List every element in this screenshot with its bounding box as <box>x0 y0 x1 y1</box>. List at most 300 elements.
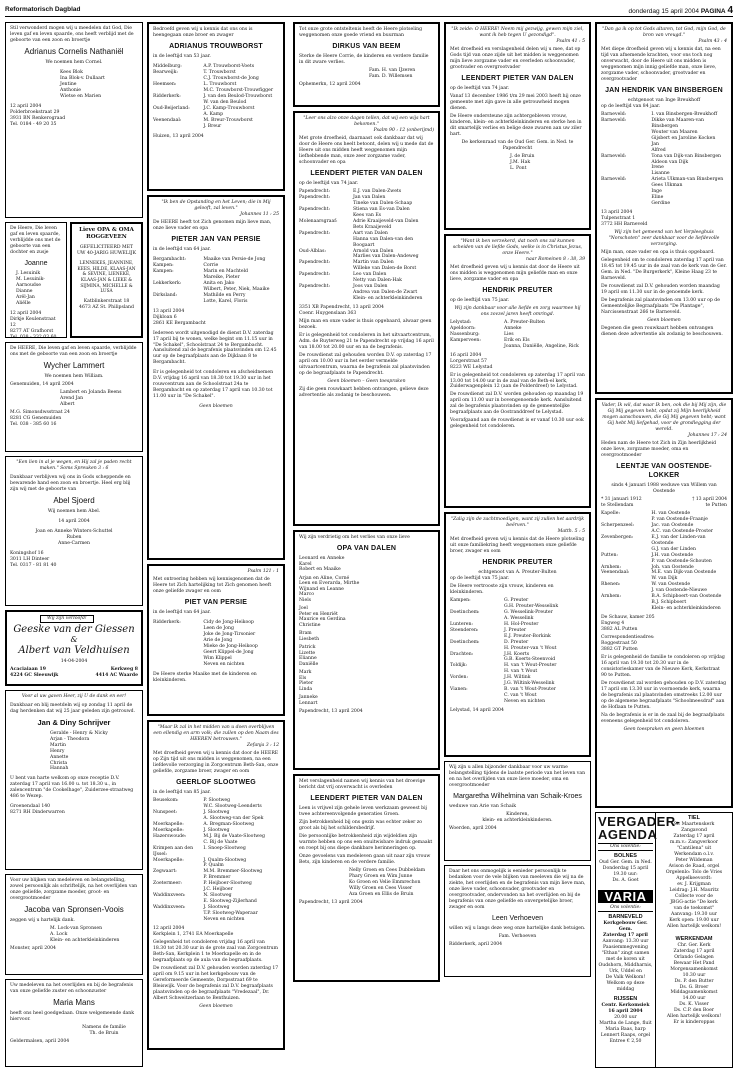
place-label: Zegwaart: <box>153 869 177 875</box>
person-name: Mieke de Jong-Heikoop <box>203 643 258 649</box>
list-line: Kerk open: 19.00 uur <box>669 917 719 923</box>
person-name: Martin van Dalen <box>353 260 394 266</box>
place-label: Bearweijk: <box>153 69 178 75</box>
list-line: Wijnand en Leanne <box>299 586 344 592</box>
person-name: J. Breur <box>203 123 222 129</box>
person-name: Klein- en achterkleinkinderen <box>353 296 423 302</box>
death-ad-preuter: "Want ik ben verzekerd, dat noch ons zal kunnen scheiden van de liefde Gods, welke is in Christus Jezus, onze Heere." naar Romeinen 8 : 38, 39 Met droefheid geven wij u kennis dat door de Heere uit ons midden is weggenomen mijn geliefde man en onze lieve, zorgzame vader en opa HENDRIK PREUTER op de leeftijd van 75 jaar. Wij zijn dankbaar voor alle liefde en zorg waarmee hij ons zovzel jaren heeft omringd. Lelystad: A. Preuter-Bulten Apeldoorn: Anneke Nassenburg: Lies Kamperveen: Erik en Els Joanna, Daniëlle, Angeline, Rick 16 april 2004 Lorgerstraat 57 8223 WE Lelystad Er is gelegenheid tot condoleren op zaterdag 17 april van 13.00 tot 14.00 uur in de zaal van de Beth-el kerk, Zuiderwagenplein 12 (aan de Polderdreef) te Lelystad. De rouwdienst zal D.V. worden gehouden op maandag 19 april om 11.00 uur in bovengenoemde kerk. Aansluitend zal de begrafenis plaatsvinden op de gemeentelijke begraafplaats aan de Oostranddreef te Lelystad. Voorafgaand aan de rouwdienst is er vanaf 10.30 uur ook gelegenheid tot condoleren. <box>444 234 591 508</box>
list-line: Marco <box>299 592 314 598</box>
place-label: Zevenbergen: <box>601 534 634 540</box>
list-line: Allen hartelijk welkom! <box>666 923 722 929</box>
person-name: P. Bremmer <box>203 875 231 881</box>
list-line: Zaterdag 17 april <box>673 948 715 954</box>
place-label <box>299 237 353 249</box>
place-label: Vorden: <box>450 675 469 681</box>
person-name: C.J. Trouwborst-de Jong <box>203 75 259 81</box>
death-ad-opa-van-dalen: Wij zijn verdrietig om het verlies van onze lieve OPA VAN DALEN Leonard en Anneke Karel Robert en Maaike Arjan en Aline, Corné Leen en Everarda, Mirthe Wijnand en Leanne Marco Niels Joel Peter en Henriët Maurice en Gerdina Christine Bram Liesbeth Patrick Lizette Elianne Daniëlle Mark Els Pieter Linda Janneke Lennart Papendrecht, 13 april 2004 <box>293 530 440 770</box>
person-name: E.J. van Dalen-Zwets <box>353 188 402 194</box>
family-list <box>153 257 279 305</box>
place-label: Ridderkerk: <box>153 619 181 625</box>
person-name: Joh. van Oostende <box>651 564 694 570</box>
family-row <box>601 201 727 207</box>
place-label: Kamperveen: <box>450 337 481 343</box>
list-line: Mark <box>299 670 312 676</box>
place-label: Toldijk: <box>450 663 468 669</box>
place-label: Krimpen aan den IJssel: <box>153 845 194 857</box>
person-name: J. Slootweg <box>203 905 230 911</box>
agenda-heading: VERGADER- <box>598 814 681 829</box>
family-row <box>450 344 585 350</box>
list-line: Er is kinderoppas <box>673 1020 715 1026</box>
person-name: J. Preuter <box>504 627 527 633</box>
person-name: P. Slootweg <box>203 797 231 803</box>
column-5 <box>595 22 733 1068</box>
column-3 <box>293 22 440 986</box>
place-label <box>153 917 203 923</box>
person-name: Kees van Es <box>353 212 382 218</box>
place-label: Moerkapelle: <box>153 821 184 827</box>
place-label <box>601 201 651 207</box>
person-name: J. van den Beulod-Trouwborst <box>203 93 273 99</box>
list-line: Morgensamenkomst <box>670 966 718 972</box>
place-label: Veenendaal: <box>601 570 630 576</box>
place-label: Lunteren: <box>450 621 473 627</box>
person-name: J.C. Heijboer <box>203 887 233 893</box>
person-name: P. van Oostende-Fraanje <box>651 516 708 522</box>
person-name: Arieta Ulkman-van Binsbergen <box>651 177 724 183</box>
list-line: Christine <box>299 622 321 628</box>
person-name: Neven en nichten <box>203 917 245 923</box>
list-line: Liesbeth <box>299 636 320 642</box>
person-name: P. Qualm <box>203 863 224 869</box>
place-label: Putten: <box>601 552 618 558</box>
list-line: Ds. K. Visser <box>679 1002 709 1008</box>
birth-ad-joanne: De Heere, Die leven gaf en leven spaarde, verblijdde ons met de geboorte van een dochter en zusje Joanne J. Lesuinik M. Lesuinik-Aarnoudse Dianne Arël-Jan Aliëlle 12 april 2004 Dirkje Keulenstraat 12 8277 AT Grafhorst Tel. 038 - 332 03 60 <box>5 222 67 338</box>
family-list <box>601 511 727 612</box>
person-name: H. Preuter-van 't Wout <box>504 645 557 651</box>
list-line: Chr. Ger. Kerk <box>677 942 711 948</box>
list-line: Robert en Maaike <box>299 567 341 573</box>
family-row <box>153 846 279 858</box>
person-name: M. Breur-Trouwborst <box>203 117 253 123</box>
place-label: Barneveld: <box>601 153 627 159</box>
place-label: Papendrecht: <box>299 188 331 194</box>
column-1 <box>5 22 143 1068</box>
person-name: Arnold van Dalen <box>353 248 394 254</box>
person-name: W.C. Slootweg-Leenderts <box>203 803 262 809</box>
person-name: B.J. Schipboert <box>651 600 687 606</box>
thanks-ad-van-schaik: Wij zijn u allen bijzonder dankbaar voor uw warme belangstelling tijdens de laatste periode van het leven van en na het overlijden van onze lieve moeder, oma en overgrootmoeder Margaretha Wilhelmina van Schaik-Kroes weduwe van Arie van Schaik Kinderen, klein- en achterkleinkinderen. Woerden, april 2004 <box>444 761 591 861</box>
place-label: Waddinxveen: <box>153 893 186 899</box>
person-name: M.J. Bij de Vaate-Slootweg <box>203 833 265 839</box>
person-name: I. van Binsbergen-Breukhoff <box>651 111 718 117</box>
list-line: Collecte voor de <box>675 893 713 899</box>
place-label: Lekkerkerk: <box>153 280 182 286</box>
person-name: Joos van Dalen <box>353 284 388 290</box>
person-name: Joke de Jong-Tirsonier <box>203 631 256 637</box>
list-line: Orlando Gelagen <box>674 954 714 960</box>
person-name: Willeke van Dalen-de Borst <box>353 266 417 272</box>
anniversary-ad-schrijver: Voor al uw gaven Heer, zij U de dank en eer! Dankbaar en blij meetdeln wij op zondag 11 april de dag herdenken dat wij 25 jaar geleden zijn getrouwd. Jan & Diny Schrijver Geralde - Henry & Nicky Arjan - Theodora Martin Henry Annette Christa Hannah U bent van harte welkom op onze receptie D.V. zaterdag 17 april van 16.00 u. tot 18.30 u., in zalencentrum "de Cookelhage", Zuiderzee-straatweg 486 te Wezep. Groenendaal 140 8271 RH Dinderwarren <box>5 690 143 870</box>
place-label <box>601 606 651 612</box>
person-name: Inge <box>651 189 662 195</box>
place-label: Beusekom: <box>153 797 179 803</box>
place-label: Scherpenzeel: <box>601 522 635 528</box>
person-name: Jan van Dalen <box>353 194 386 200</box>
place-label: Veenendaal: <box>153 117 182 123</box>
person-name: A. Kamp <box>203 111 224 117</box>
person-name: Neven en nichten <box>203 661 245 667</box>
person-name: A.C. van Oostende-Proster <box>651 528 713 534</box>
person-name: Alfred <box>651 147 666 153</box>
person-name: Adrie Kraaijeveld-van Dalen <box>353 218 419 224</box>
person-name: B.A. Schipboert-van Oostende <box>651 594 722 600</box>
person-name: Leen de Jong <box>203 625 234 631</box>
place-label: Bergambacht: <box>153 256 186 262</box>
person-name: M.M. Bremmer-Slootweg <box>203 869 263 875</box>
family-list: Kees Blok Ina Blok-v. Dullaart Jentine Anthonie Wietse en Marien <box>60 70 105 100</box>
person-name: Marin en Machteld <box>203 268 249 274</box>
place-label: Kampen: <box>153 262 174 268</box>
person-name: Gijsbert en Jaroline Kocken <box>651 135 716 141</box>
person-name: H. van 't Wout <box>504 669 538 675</box>
person-name: Bets Kraaijeveld <box>353 224 392 230</box>
place-label: Arnhem: <box>601 564 622 570</box>
thanks-ad-mans: Uw medeleven na het overlijden en bij de begrafenis van onze geliefde zuster en schoonzuster Maria Mans heeft ons heel goedgedaan. Onze welgemeende dank hiervoor. Namens de familie Th. de Bruin Geldermalsen, april 2004 <box>5 979 143 1067</box>
list-line: St. Maartenskerk <box>673 822 715 828</box>
list-line: Pieter <box>299 681 314 687</box>
person-name: Maaike van Persie-de Jong <box>203 256 266 262</box>
list-line: Appelkeevordt: <box>676 875 712 881</box>
place-label: Ridderkerk: <box>153 93 181 99</box>
person-name: Hanna van Dalen-van den Boogaart <box>353 236 414 248</box>
list-line: Janneke <box>299 695 318 701</box>
agenda-right: TIEL St. Maartenskerk Zangavond Zaterdag 17 april m.m.v.: Zangverkoor "Cantilena" uit Werkendam o.l.v. Peter Wildeman Avison de Raad, orgel Orgelenlo: Tolo de Vries Appelkeevordt: ev. J. Krijgman Leidrag: J.H. Mauritz Collecte voor de JBGG-actie "De kerk van de toekomst" Aanvang: 19.30 uur Kerk open: 19.00 uur Allen hartelijk welkom! WERKENDAM Chr. Ger. Kerk Zaterdag 17 april Orlando Gelagen Bewaar Het Pand Morgensamenkomst 10.30 uur Ds. P. den Butter Ds. G. Broer Middagsamenkomst 14.00 uur Ds. K. Visser Ds. C.P. den Boer Allen hartelijk welkom! Er is kinderoppas <box>656 813 732 1067</box>
person-name: A. Preuter-Bulten <box>504 319 545 325</box>
person-name: G. Preuter <box>504 597 529 603</box>
list-line: 14.00 uur <box>682 996 706 1002</box>
family-row <box>601 535 727 547</box>
birth-ad-adrianus: Stil verwonderd mogen wij u meedelen dat God, Die leven gaf en leven spaarde, ons heeft verblijd met de geboorte van een zoon en broertje Adrianus Cornelis Nathaniël We noemen hem Cornel. Kees Blok Ina Blok-v. Dullaart Jentine Anthonie Wietse en Marien 12 april 2004 Polderbroekstraat 29 3931 BN Renkerograad Tel. 0184 - 49 20 35 <box>5 22 143 218</box>
family-list <box>153 798 279 923</box>
person-name: N. Slootweg <box>203 893 232 899</box>
person-name: Mathilde en Perry <box>203 292 246 298</box>
place-label: Zoetermeer: <box>153 881 182 887</box>
list-line: Zaterdag 17 april <box>673 834 715 840</box>
death-ad-piet-van-persie: Psalm 121 : 1 Met ontroering hebben wij kennisgenomen dat de Heere tot Zich hartelijking tot Zich genomen heeft onze geliefde zwager en oom PIET VAN PERSIE in de leeftijd van 64 jaar. Ridderkerk: Cidy de Jong-Heikoop Leen de Jong Joke de Jong-Tirsonier Arie de Jong Mieke de Jong-Heikoop Geert Klippel-de Jong Wim Klippel Neven en nichten De Heere sterke Maaike met de kinderen en kleinkinderen. <box>147 564 285 716</box>
death-ad-van-dalen: "Leer ons alzo onze dagen tellen, dat wij een wijs hart bekomen." Psalm 90 : 12 (onberijmd) Met grote droefheid, daarnaast ook dankbaar dat wij door de Heere ons heelt betoont, delen wij u mede dat de Heere uit ons midden heeft weggenomen mijn liefhebbende man, onze zeer zorgzame vader, schoonvader en opa LEENDERT PIETER VAN DALEN op de leeftijd van 74 jaar. Papendrecht: E.J. van Dalen-Zwets Papendrecht: Jan van Dalen Tineke van Dalen-Schaap Papendrecht: Stiena van Es-van Dalen Kees van Es Molenaarsgraaf: Adrie Kraaijeveld-van Dalen Bets Kraaijeveld Papendrecht: Aart van Dalen Hanna van Dalen-van den Boogaart Oud-Alblas: Arnold van Dalen Marlies van Dalen-Andeweg Papendrecht: Martin van Dalen Willeke van Dalen-de Borst Papendrecht: Leo van Dalen Netty van Dalen-Hak Papendrecht: Joos van Dalen Andrea van Dalen-de Zwart Klein- en achterkleinkinderen 3351 XB Papendrecht, 13 april 2004 Coenr. Huygenslaan 363 Mijn man en onze vader is thuis opgebaard, alwaar geen bezoek. Er is gelegenheid tot condoleren in het uitvaartcentrum, Adm. de Ruyterweg 21 te Papendrecht op vrijdag 16 april van 18.00 tot 20.00 uur en na de begrafenis. De rouwdienst zal gehouden worden D.V. op zaterdag 17 april om 10.00 uur in het eerder vermelde uitvaartcentrum, waarna de begrafenis zal plaatsvinden op de begraafplaats te Papendrecht. Geen bloemen – Geen toespraken Zij die geen rouwkaart hebben ontvangen, gelieve deze advertentie als zodanig te beschouwen. <box>293 111 440 526</box>
person-name: Arie de Jong <box>203 637 233 643</box>
place-label: Hazerswoude: <box>153 833 187 839</box>
person-name: J. Qualm-Slootweg <box>203 857 247 863</box>
family-list <box>299 189 434 302</box>
place-label: Nunspeet: <box>153 809 178 815</box>
person-name: Anita en Jako <box>203 280 235 286</box>
place-label: Papendrecht: <box>299 272 331 278</box>
engagement-ad: Wij zijn verloofd! Geeske van der Giessen & Albert van Veldhuisen 14-04-2004 Acaciaiaan 19 4224 GC Sleeuwijk Kerkweg 8 4414 AC Waarde <box>5 610 143 686</box>
place-label: Kapelle: <box>601 510 621 516</box>
list-line: Ds. G. Broer <box>679 984 709 990</box>
person-name: G.H. Preuter-Wesselink <box>504 603 559 609</box>
agenda-sidebar <box>595 812 733 1068</box>
family-row <box>153 299 279 305</box>
place-label: Steenderen: <box>450 627 479 633</box>
place-label: Vianen: <box>450 687 468 693</box>
family-list <box>450 598 585 705</box>
person-name: J.H. Koerts <box>504 651 530 657</box>
list-line: Bewaar Het Pand <box>673 960 715 966</box>
person-name: M.C. Trouwborst-Trouwfigger <box>203 87 274 93</box>
person-name: P. Heijboer-Slootweg <box>203 881 252 887</box>
row-birth-anniversary <box>5 222 143 342</box>
person-name: Lies <box>504 331 514 337</box>
person-name: Leo van Dalen <box>353 272 387 278</box>
family-list <box>601 112 727 208</box>
list-line: Ds. C.P. den Boer <box>674 1008 714 1014</box>
family-list <box>299 556 434 706</box>
place-label: Arnhem: <box>601 594 622 600</box>
person-name: Marlies van Dalen-Andeweg <box>353 254 419 260</box>
person-name: Wim Klippel <box>203 655 232 661</box>
place-label: Kampen: <box>450 597 471 603</box>
person-name: Eline <box>651 195 664 201</box>
list-line: Avison de Raad, orgel <box>668 863 720 869</box>
list-line: JBGG-actie "De kerk <box>670 899 718 905</box>
place-label: Nassenburg: <box>450 331 480 337</box>
list-line: Maurice en Gerdina <box>299 617 346 623</box>
place-label: Papendrecht: <box>299 260 331 266</box>
list-line: van de toekomst" <box>673 905 715 911</box>
list-line: Peter en Henriët <box>299 611 338 617</box>
place-label: Barneveld: <box>601 111 627 117</box>
place-label: Doetinchem: <box>450 639 480 645</box>
person-name: A. Bregman-Slootweg <box>203 821 255 827</box>
list-line: 10.30 uur <box>682 972 706 978</box>
list-line: Werkendam o.l.v. <box>674 851 714 857</box>
place-label <box>299 296 353 302</box>
person-name: A. Slootweg-van der Spek <box>203 815 264 821</box>
place-label: Rhenen: <box>601 582 621 588</box>
person-name: J. Slootweg <box>203 809 230 815</box>
family-row <box>153 124 279 130</box>
person-name: Erik en Els <box>504 337 530 343</box>
place-label: Waddinxveen: <box>153 905 186 911</box>
person-name: G.J. van der Linden <box>651 546 696 552</box>
person-name: Wouter van Maaren <box>651 129 698 135</box>
ad-name: Adrianus Cornelis Nathaniël <box>24 46 124 56</box>
person-name: Irene <box>651 165 664 171</box>
death-ad-van-binsbergen: "Dan ga ik op tot Gods altaren, tot God, mijn God, de bron van vreugd." Psalm 43 : 4 Met diepe droefheid geven wij u kennis dat, na een tijd van afnemende krachten, voor ons toch nog onverwacht, door de Heere uit ons midden is weggenomen mijn innig geliefde man, onze lieve, zorgzame vader, schoonvader, grootvader en overgrootvader JAN HENDRIK VAN BINSBERGEN echtgenoot van Inge Breukhoff op de leeftijd van 84 jaar. Barneveld: I. van Binsbergen-Breukhoff Barneveld: Dikke van Maaren-van Binsbergen Wouter van Maaren Gijsbert en Jaroline Kocken Jan Alfred Barneveld: Tona van Dijk-van Binsbergen Aldeon van Dijk Irene Lisanne Barneveld: Arieta Ulkman-van Binsbergen Gees Ulkman Inge Eline Gerdine 13 april 2004 Tulpenstraat 1 3772 HH Barneveld Wij zijn het gemeend van het Verpleeghuis "Norschoten" zeer dankbaar voor de liefdevolle verzorging. Mijn man, onze vader en opa is thuis opgebaard. Gelegenheid om te condoleren zaterdag 17 april van 18.45 tot 19.45 uur in de zaal van de kerk van de Ger. Gem. in Ned. "De Burgerkerk", Kleine Haag 23 te Barneveld. De rouwdienst zal D.V. gehouden worden maandag 19 april om 11.30 uur in de genoemde kerk. De begrafenis zal plaatsvinden om 13.00 uur op de Gemeentelijke Begraafplaats "De Plantage", Narcissenstraat 266 te Barneveld. Geen bloemen Degenen die geen rouwkaart hebben ontvangen dienen deze advertentie als zodanig te beschouwen. <box>595 22 733 394</box>
person-name: J.C. Kamp-Trouwborst <box>203 105 255 111</box>
thanks-ad-verhoeven: Daar het ons onmogelijk is eenieder persoonlijk te bedanken voor de vele blijken van meeleven die wij na de ziekte, het overlijden en de begrafenis van mijn lieve man, onze lieve vader, schoonvader, grootvader en overgrootvader, ondervonden na het overlijden en bij de begrafenis van onze geliefde en onvergetelijke broer, zwager en oom Leen Verhoeven willen wij u langs deze weg onze hartelijke dank betuigen. Fam. Verhoeven Ridderkerk, april 2004 <box>444 865 591 977</box>
person-name: E.J. Preuter-Borkink <box>504 633 551 639</box>
place-label: Moerkapelle: <box>153 857 184 863</box>
person-name: L. Trouwborst <box>203 81 237 87</box>
person-name: C. van 't Wout <box>504 693 537 699</box>
person-name: E.J. van der Linden-van Oostende <box>651 534 706 546</box>
place-label: Kampen: <box>153 268 174 274</box>
person-name: Aldeon van Dijk <box>651 159 689 165</box>
list-line: Els <box>299 675 307 681</box>
person-name: W. van Oostende <box>651 582 691 588</box>
list-line: Middagsamenkomst <box>670 990 718 996</box>
family-row <box>153 662 279 668</box>
person-name: Gerdine <box>651 201 671 207</box>
person-name: Jac. van Oostende <box>651 522 694 528</box>
list-line: Elianne <box>299 656 317 662</box>
place-label: Moerkapelle: <box>153 827 184 833</box>
list-line: Aanvang: 19.30 uur <box>671 911 717 917</box>
list-line: Leonard en Anneke <box>299 556 345 562</box>
person-name: J.H. van Oostende <box>651 552 694 558</box>
person-name: T.P. Slootweg-Waperaar <box>203 911 258 917</box>
place-label: Barneveld: <box>601 177 627 183</box>
list-line: m.m.v.: Zangverkoor <box>669 840 718 846</box>
person-name: Anneke <box>504 325 522 331</box>
agenda-left: VERGADER- AGENDA Ons volentie: BOLNES Oud Ger. Gem. in Ned. Donderdag 15 april 19.30 uur: Ds. A. Goet VARIA Ons volentie: BARNEVELD Kerkgebouw Ger. Gem. Zaterdag 17 april Aanvang: 13.30 uur Paasiemmegvening "Ethan" zingt samen met de koren uit Oudshorn, Middharnis, Urk, Uddel en De Valk Welkom! Welkom op deze middag RIJSSEN Centr. Kerkomsiek 16 april 2004 20.00 uur Martha de Lange, fluit Maria Baas, harp Lennert Raaps, orgel Entree € 2,50 <box>596 813 656 1067</box>
place-label <box>153 662 203 668</box>
person-name: T. Trouwborst <box>203 69 236 75</box>
person-name: Lisanne <box>651 171 670 177</box>
family-list <box>153 620 279 668</box>
list-line: Karel <box>299 561 312 567</box>
death-ad-groen: Met verslagenheid namen wij kennis van het droevige bericht dat vrij onverwacht is overleden LEENDERT PIETER VAN DALEN Leen is vrijwel zijn gehele leven werkzaam geweest bij twee achtereenvolgende generaties Groen. Zijn betrokkenheid bij ons gezin was echter zeker zo groot als bij het schildersbedrijf. Die persoonlijke betrokkenheid zijn wijdeldien zijn warmte hebben op ons een onuitwisbare indruk gemaakt en roept bij ons diepe dankbare herinneringen op. Onze gevoelens van medeleven gaan uit naar zijn vrouw Bets, zijn kinderen en de verdere familie. Nelly Groen en Cees Dubbeldam Phary Groen en Wim Junne Ko Groen en Velie Emmrechon Willy Groen en Cees Visser Aza Groen en Ellis de Bruin Papendrecht, 13 april 2004 <box>293 774 440 982</box>
place-label: Papendrecht: <box>299 230 331 236</box>
person-name: M.E. van Dijk-van Oostende <box>651 570 717 576</box>
list-line: ev. J. Krijgman <box>677 881 711 887</box>
list-line: Linda <box>299 686 313 692</box>
family-row <box>299 237 434 249</box>
person-name: Lotte, Karel, Floris <box>203 298 248 304</box>
place-label: Middelburg: <box>153 64 182 69</box>
birth-ad-wycher: De HEERE, Die leven gaf en leven spaarde, verblijdde ons met de geboorte van een zoon en broertje Wycher Lammert We noemen hem William. Genemuiden, 14 april 2004 Lambert en Jolanda Beens Arend Jan Albert M.G. Simonsdwsstraat 24 8281 CG Genemuiden Tel. 038 - 385 60 16 <box>5 342 143 452</box>
list-line: Leidrag: J.H. Mauritz <box>669 887 719 893</box>
newspaper-name: Reformatorisch Dagblad <box>5 6 81 13</box>
list-line: Arjan en Aline, Corné <box>299 575 350 581</box>
person-name: J. Slootweg <box>203 827 230 833</box>
family-row <box>601 606 727 612</box>
person-name: Tona van Dijk-van Binsbergen <box>651 153 721 159</box>
place-label: Oud-Beijerland: <box>153 105 190 111</box>
list-line: Bram <box>299 631 312 637</box>
column-2 <box>147 22 285 1054</box>
death-ad-van-persie: "Ik ben de Opstanding en het Leven; die in Mij gelooft, zal leven." Johannes 11 : 25 De HEERE heeft tot Zich genomen mijn lieve man, onze lieve vader en opa PIETER JAN VAN PERSIE in de leeftijd van 64 jaar. Bergambacht: Maaike van Persie-de Jong Kampen: Corrie Kampen: Marin en Machteld Mareike, Pieter Lekkerkerk: Anita en Jako Wilbert, Peter, Niek, Maaike Dirksland: Mathilde en Perry Lotte, Karel, Floris 13 april 2004 Dijkloan 6 2861 KE Bergambacht Iedereen wordt uitgenodigd de dienst D.V. zaterdag 17 april bij te wonen, welke begint om 11.15 uur in "De Schakel", Schoolstraat 24 te Bergambacht. Aansluitend zal de begrafenis plaatsvinden om 12.45 uur op de begraafplaats aan de Dijklaan 8 te Bergambacht. Er is gelegenheid tot condoleren en afscheidnemen D.V. vrijdag 16 april van 18.30 tot 19.30 uur in het rouwcentrum aan de Schoolstraat 24a te Bergambacht en op zaterdag 17 april van 10.30 tot 11.00 uur in "De Schakel". Geen bloemen <box>147 195 285 560</box>
person-name: Mareike, Pieter <box>203 274 240 280</box>
person-name: Cidy de Jong-Heikoop <box>203 619 254 625</box>
list-line: "Cantilena" uit <box>676 846 712 852</box>
birth-ad-abel: "Een lien in al je wegen, en Hij zal je paden recht maken." Soms Spreuken 3 : 6 Dankbaar verblijven wij ons in Gods scheppende en bewarende hand een zoon en broertje. Heel erg blij zijn wij met de geboorte van Abel Sjoerd Wij noemen hem Abel. 14 april 2004 Joan en Anneke Winters-Schuttel Ruben Anne-Carmen Koningshof 16 3011 LH Dinteer Tel. 0317 - 81 81 40 <box>5 456 143 606</box>
list-line: Ds. P. den Butter <box>674 978 714 984</box>
place-label: Drachten: <box>450 651 474 657</box>
person-name: D. Preuter <box>504 639 529 645</box>
family-row <box>299 296 434 302</box>
list-line: Lennart <box>299 700 318 706</box>
person-name: W. van den Beulod <box>203 99 247 105</box>
list-line: Peter Wildeman <box>675 857 713 863</box>
anniversary-ad-roggeveen: Lieve OPA & OMA ROGGEVEEN GEFELICITEERD MET UW 40-JARIG HUWELIJK LENNEKES, JEANNINE, KEES, HILDE, KLAAS-JAN & SEVINE, LIENEKE, KLAAS-JAN & LIEKE & SIJMINA, MICHELLE & LUSA Katblinkerstraat 18 4673 AZ St. Philipsland <box>70 222 143 338</box>
family-list <box>450 320 585 350</box>
place-label: Heemsen: <box>153 81 177 87</box>
person-name: A.P. Trouwborst-Voets <box>203 64 255 69</box>
person-name: Geert Klippel-de Jong <box>203 649 254 655</box>
list-line: Orgelenlo: Tolo de Vries <box>665 869 723 875</box>
person-name: Jan <box>651 141 659 147</box>
family-row <box>601 118 727 130</box>
person-name: E. Slootweg-Zijlerhand <box>203 899 257 905</box>
person-name: Netty van Dalen-Hak <box>353 278 402 284</box>
person-name: J. van Oostende-Nieuwe <box>651 588 707 594</box>
list-line: Niels <box>299 597 312 603</box>
person-name: A. Wesselink <box>504 615 534 621</box>
death-ad-van-beem: Tot onze grote ontsteltenis heeft de Heere plotseling weggenomen onze goede vriend en buurman DIRKUS VAN BEEM Sterke de Heere Corrie, de kinderen en verdere familie in dit zware verlies. Fam. H. van IJzeren Fam. D. Willemsen Ophemerkn, 12 april 2004 <box>293 22 440 107</box>
person-name: Joanna, Daniëlle, Angeline, Rick <box>504 343 579 349</box>
place-label: Papendrecht: <box>299 284 331 290</box>
family-list <box>153 64 279 130</box>
person-name: Neven en nichten <box>504 699 546 705</box>
place-label <box>450 699 504 705</box>
place-label: Dirksland: <box>153 292 178 298</box>
place-label <box>450 344 504 350</box>
family-row <box>450 699 585 705</box>
person-name: B. van 't Wout-Preuter <box>504 687 556 693</box>
person-name: P. van Oostende-Schouten <box>651 558 712 564</box>
person-name: H. Hol-Preuter <box>504 621 539 627</box>
list-line: Lizette <box>299 650 316 656</box>
death-ad-kerkenraad: "Ik zeide: O HEERE! Neem mij gezwijg, gewen mijn ziel, want ik heb tegen U gezondigd". Psalm 41 : 5 Met droefheid en verslagenheid delen wij u mee, dat op Gods tijd van onze zijde uit het midden is weggenomen mijn lieve zorgzame vader en overleden schoonvader, grootvader en overgrootvader LEENDERT PIETER VAN DALEN op de leeftijd van 74 jaar. Vanaf 13 december 1986 t/m 29 mei 2003 heeft hij onze gemeente met zijn gave in alle getrouwheid mogen dienen. De Heere ondersteune zijn achtergebleven vrouw, kinderen, klein- en achterkleinkinderen en sterke hen in dit smartelijk verlies en belige deze zwaren aan uw ziler hart. De kerkenraad van de Oud Ger. Gem. in Ned. te Papendrecht J. de Bruin J.M. Hak L. Pont <box>444 22 591 230</box>
place-label <box>153 124 203 130</box>
person-name: H. van Oostende <box>651 510 691 516</box>
person-name: H. van 't Wout-Preuter <box>504 663 557 669</box>
person-name: Andrea van Dalen-de Zwart <box>353 290 418 296</box>
varia-heading: VARIA <box>598 890 653 903</box>
place-label: Doetinchem: <box>450 609 480 615</box>
person-name: Stiena van Es-van Dalen <box>353 206 410 212</box>
list-line: Allen hartelijk welkom! <box>666 1014 722 1020</box>
list-line: Daniëlle <box>299 661 319 667</box>
page-date: donderdag 15 april 2004 PAGINA 4 <box>628 5 733 16</box>
person-name: J.H. Wiltink <box>504 675 531 681</box>
person-name: G.B. Koerts-Steenvoid <box>504 657 556 663</box>
place-label: Oud-Alblas: <box>299 248 327 254</box>
person-name: J.G. Wiltink-Wesselink <box>504 681 555 687</box>
death-ad-trouwborst: Bedroefd geven wij u kennis dat ons ons is heengegaan onze broer en zwager ADRIANUS TROUWBORST in de leeftijd van 53 jaar. Middelburg: A.P. Trouwborst-Voets Bearweijk: T. Trouwborst C.J. Trouwborst-de Jong Heemsen: L. Trouwborst M.C. Trouwborst-Trouwfigger Ridderkerk: J. van den Beulod-Trouwborst W. van den Beulod Oud-Beijerland: J.C. Kamp-Trouwborst A. Kamp Veenendaal: M. Breur-Trouwborst J. Breur Huizen, 13 april 2004 <box>147 22 285 191</box>
person-name: Tineke van Dalen-Schaap <box>353 200 413 206</box>
family-row <box>153 917 279 923</box>
death-ad-slootweg: "Maar Ik zal in het midden van u doen overblijven een ellendig en arm volk; die zullen op den Naam des HEEREN betrouwen." Zefanja 3 : 12 Met droefheid geven wij u kennis dat door de HEERE op Zijn tijd uit ons midden is weggenomen, na een liefdevolle verzorging in Zorgcentrum Beth-San, onze geliefde, zorgzame broer, zwager en oom GEERLOF SLOOTWEG in de leeftijd van 85 jaar. Beusekom: P. Slootweg W.C. Slootweg-Leenderts Nunspeet: J. Slootweg A. Slootweg-van der Spek Moerkapelle: A. Bregman-Slootweg Moerkapelle: J. Slootweg Hazerswoude: M.J. Bij de Vaate-Slootweg C. Bij de Vaate Krimpen aan den IJssel: I. Snoep-Slootweg Moerkapelle: J. Qualm-Slootweg P. Qualm Zegwaart: M.M. Bremmer-Slootweg P. Bremmer Zoetermeer: P. Heijboer-Slootweg J.C. Heijboer Waddinxveen: N. Slootweg E. Slootweg-Zijlerhand Waddinxveen: J. Slootweg T.P. Slootweg-Waperaar Neven en nichten 12 april 2004 Kerkplein 1, 2741 EA Moerkapelle Gelegenheid tot condoleren vrijdag 16 april van 18.30 tot 20.30 uur in de grote zaal van Zorgcentrum Beth-San, Kerkplein 1 te Moerkapelle en in de begraafplaats op de aula van de begraafplaats. De rouwdienst zal D.V. gehouden worden zaterdag 17 april om 9.15 uur in het kerkgebouw van de Gereformeerde Gemeente, Dorpsstraat 69 te Bleiswijk. Voor de begrafenis zal D.V. begraafplaats plaatsvinden op de begraafplaats "Vredezaal", Dr. Albert Schweitzerlaan te Benthuizen. Geen bloemen <box>147 720 285 1050</box>
person-name: Gees Ulkman <box>651 183 683 189</box>
person-name: Aart van Dalen <box>353 230 388 236</box>
person-name: I. Snoep-Slootweg <box>203 845 246 851</box>
page-header <box>5 3 733 17</box>
person-name: C. Bij de Vaate <box>203 839 238 845</box>
place-label: Apeldoorn: <box>450 325 476 331</box>
place-label: Molenaarsgraaf: <box>299 218 338 224</box>
person-name: Dikke van Maaren-van Binsbergen <box>651 117 704 129</box>
person-name: Wilbert, Peter, Niek, Maaike <box>203 286 270 292</box>
column-4 <box>444 22 591 981</box>
thanks-ad-spronsen: Voor uw blijken van medeleven en belangstelling, zowel persoonlijk als schriftelijk, na het overlijden van onze geliefde, zorgzame moeder, groot- en overgrootmoeder Jacoba van Spronsen-Voois zeggen wij u hartelijk dank. M. Lock-van Spronsen A. Lock Klein- en achterkleinkinderen Monster, april 2004 <box>5 874 143 975</box>
list-line: Leen en Everarda, Mirthe <box>299 581 360 587</box>
death-ad-preuter-family: "Zalig zijn de zachtmoedigen, want zij zullen het aardrijk beërven." Matth. 5 : 5 Met droefheid geven wij u kennis dat de Heere plotseling uit onze familiekring heeft weggenomen onze geliefde broer, zwager en oom HENDRIK PREUTER echtgenoot van A. Preuter-Bulten op de leeftijd van 75 jaar. De Heere vertrooste zijn vrouw, kinderen en kleinkinderen. Kampen: G. Preuter G.H. Preuter-Wesselink Doetinchem: G. Wesselink-Preuter A. Wesselink Lunteren: H. Hol-Preuter Steenderen: J. Preuter E.J. Preuter-Borkink Doetinchem: D. Preuter H. Preuter-van 't Wout Drachten: J.H. Koerts G.B. Koerts-Steenvoid Toldijk: H. van 't Wout-Preuter H. van 't Wout Vorden: J.H. Wiltink J.G. Wiltink-Wesselink Vianen: B. van 't Wout-Preuter C. van 't Wout Neven en nichten Lelystad, 14 april 2004 <box>444 512 591 757</box>
person-name: G. Wesselink-Preuter <box>504 609 553 615</box>
person-name: Corrie <box>203 262 219 268</box>
list-line: Patrick <box>299 645 316 651</box>
list-line: Joel <box>299 606 308 612</box>
person-name: Klein- en achterkleinkinderen <box>651 606 721 612</box>
list-line: Zangavond <box>681 828 707 834</box>
place-label: Barneveld: <box>601 117 627 123</box>
place-label: Papendrecht: <box>299 206 331 212</box>
